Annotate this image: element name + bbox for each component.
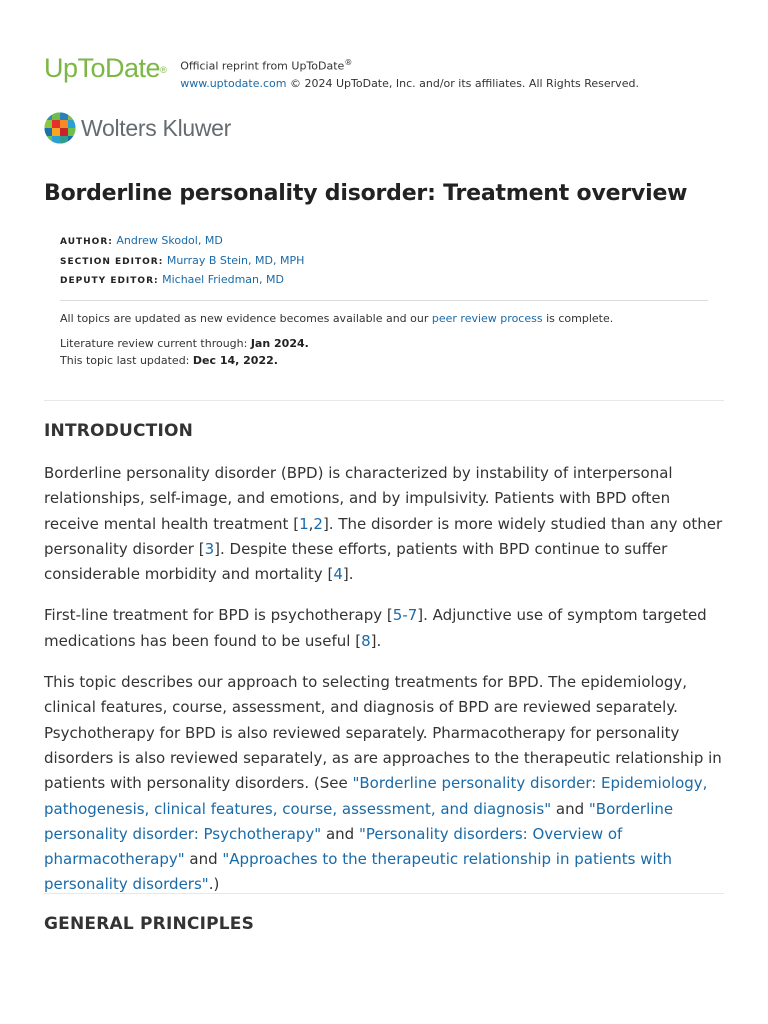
reference-link[interactable]: 1 [299, 514, 309, 533]
review-dates [60, 335, 708, 369]
reference-link[interactable]: 5-7 [392, 606, 418, 625]
wolters-kluwer-mark-icon [44, 112, 76, 144]
page-title: Borderline personality disorder: Treatment overview [44, 181, 688, 206]
last-updated-date: This topic last updated: Dec 14, 2022. [60, 353, 278, 367]
author-row [60, 232, 708, 252]
deputy-editor-link[interactable]: Michael Friedman, MD [162, 273, 284, 286]
author-label: AUTHOR: [60, 237, 113, 247]
article-meta [60, 232, 708, 369]
uptodate-header [44, 52, 639, 92]
uptodate-logo: UpToDate® [44, 53, 167, 83]
uptodate-site-link[interactable]: www.uptodate.com [180, 76, 287, 90]
publisher-name: Wolters Kluwer [81, 114, 232, 141]
author-link[interactable]: Andrew Skodol, MD [116, 234, 223, 247]
reprint-text: Official reprint from UpToDate [180, 59, 345, 73]
copyright-text: © 2024 UpToDate, Inc. and/or its affiliates. All Rights Reserved. [286, 76, 639, 90]
reference-link[interactable]: 8 [361, 631, 371, 650]
meta-divider [60, 300, 708, 301]
topic-link-pharmacotherapy[interactable]: "Personality disorders: Overview of pharmacotherapy" [44, 824, 623, 869]
intro-paragraph-3: This topic describes our approach to selecting treatments for BPD. The epidemiology, clinical features, course, assessment, and diagnosis of BPD are reviewed separately. Psychotherapy for BPD is also reviewed separately. Pharmacotherapy for personality disorders is also reviewed separately, as are approaches to the therapeutic relationship in patients with personality disorders. (See "Borderline personality disorder: Epidemiology, pathogenesis, clinical features, course, assessment, and diagnosis" and "Borderline personality disorder: Psychotherapy" and "Personality disorders: Overview of pharmacotherapy" and "Approaches to the therapeutic relationship in patients with personality disorders".) [44, 673, 722, 894]
section-divider [44, 893, 724, 894]
reference-link[interactable]: 2 [313, 514, 323, 533]
section-editor-link[interactable]: Murray B Stein, MD, MPH [166, 253, 305, 267]
peer-review-link[interactable]: peer review process [431, 311, 543, 325]
section-divider [44, 400, 724, 401]
reprint-notice: Official reprint from UpToDate® www.uptodate.com © 2024 UpToDate, Inc. and/or its affiliates. All Rights Reserved. [180, 58, 639, 90]
deputy-editor-row [60, 271, 708, 291]
section-editor-label: SECTION EDITOR: [60, 256, 164, 267]
reference-link[interactable]: 4 [333, 565, 343, 584]
deputy-editor-label: DEPUTY EDITOR: [60, 276, 159, 286]
introduction-content [44, 461, 724, 914]
update-note: All topics are updated as new evidence becomes available and our peer review process is complete. [60, 311, 614, 325]
topic-link-epidemiology[interactable]: "Borderline personality disorder: Epidemiology, pathogenesis, clinical features, course, assessment, and diagnosis" [44, 774, 708, 818]
introduction-heading: INTRODUCTION [44, 421, 194, 441]
topic-link-therapeutic-relationship[interactable]: "Approaches to the therapeutic relationship in patients with personality disorders" [44, 850, 673, 894]
reference-link[interactable]: 3 [204, 539, 215, 558]
topic-link-psychotherapy[interactable]: "Borderline personality disorder: Psychotherapy" [44, 799, 674, 843]
intro-paragraph-1: Borderline personality disorder (BPD) is characterized by instability of interpersonal relationships, self-image, and emotions, and by impulsivity. Patients with BPD often receive mental health treatment [1,2]. The disorder is more widely studied than any other personality disorder [3]. Despite these efforts, patients with BPD continue to suffer considerable morbidity and mortality [4]. [44, 464, 723, 584]
literature-review-date: Literature review current through: Jan 2024. [60, 336, 309, 350]
intro-paragraph-2: First-line treatment for BPD is psychotherapy [5-7]. Adjunctive use of symptom targeted medications has been found to be useful [8]. [44, 606, 707, 650]
general-principles-heading: GENERAL PRINCIPLES [44, 914, 255, 934]
section-editor-row [60, 252, 708, 272]
wolters-kluwer-logo [44, 112, 231, 144]
